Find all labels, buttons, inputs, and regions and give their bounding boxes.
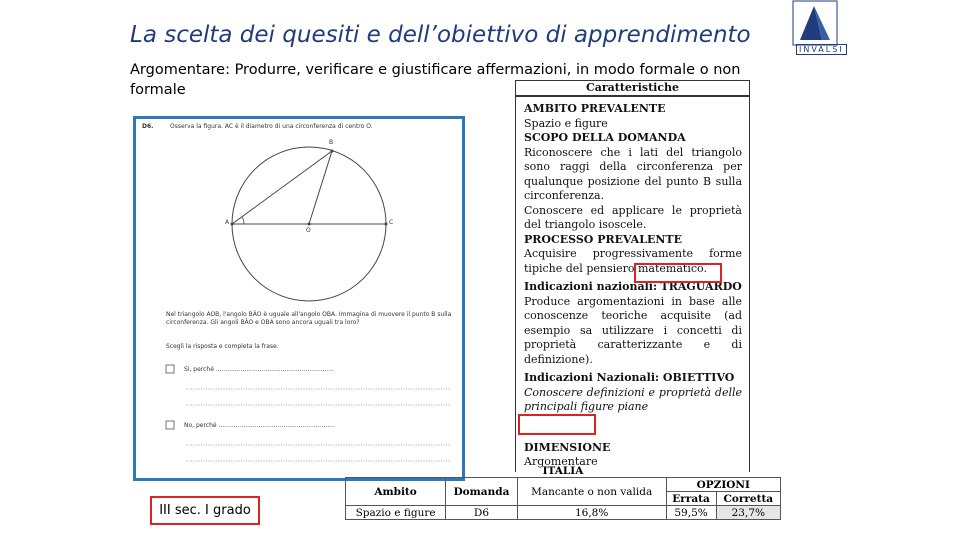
processo-text: Acquisire progressivamente forme tipiche del pensiero matematico. <box>524 247 742 275</box>
processo-heading: PROCESSO PREVALENTE <box>524 232 682 246</box>
scopo-text-1: Riconoscere che i lati del triangolo sono raggi della circonferenza per qualunque posizione del punto B sulla circonferenza. <box>524 145 742 202</box>
cell-errata: 59,5% <box>666 506 716 520</box>
results-caption: ITALIA <box>346 464 781 478</box>
question-body: Nel triangolo AOB, l'angolo BÂO è uguale all'angolo OBA. Immagina di muovere il punto B sulla circonferenza. Gli angoli BÂO e OBA sono ancora uguali tra loro? <box>166 311 452 326</box>
option-no: No, perché ............................................................. <box>184 422 335 429</box>
point-a-label: A <box>225 219 230 226</box>
question-prompt: Osserva la figura. AC è il diametro di una circonferenza di centro O. <box>170 123 373 130</box>
characteristics-header: Caratteristiche <box>516 80 749 96</box>
logo-text: INVALSI <box>796 44 847 55</box>
scopo-heading: SCOPO DELLA DOMANDA <box>524 131 686 144</box>
traguardo-highlight <box>634 263 722 283</box>
scopo-text-2: Conoscere ed applicare le proprietà del triangolo isoscele. <box>524 203 742 231</box>
grade-label: III sec. I grado <box>150 496 260 525</box>
traguardo-text: Produce argomentazioni in base alle conoscenze teoriche acquisite (ad esempio sa utilizzare i concetti di proprietà caratterizzante e di definizione). <box>524 294 742 366</box>
cell-domanda: D6 <box>446 506 518 520</box>
dimensione-highlight <box>518 414 596 435</box>
dimensione-heading: DIMENSIONE <box>524 440 611 454</box>
option-yes: Sì, perché .............................................................. <box>184 366 335 373</box>
cell-ambito: Spazio e figure <box>346 506 446 520</box>
slide-subtitle: Argomentare: Produrre, verificare e giustificare affermazioni, in modo formale o non formale <box>130 62 741 98</box>
col-mancante: Mancante o non valida <box>517 478 666 506</box>
checkbox-no <box>166 421 174 429</box>
naz2-heading: Indicazioni Nazionali: OBIETTIVO <box>524 371 735 384</box>
col-corretta: Corretta <box>716 492 780 506</box>
col-errata: Errata <box>666 492 716 506</box>
dimensione-value: Argomentare <box>524 455 598 468</box>
point-o-label: O <box>306 227 311 234</box>
question-instruction: Scegli la risposta e completa la frase. <box>166 343 279 350</box>
question-image <box>133 116 465 481</box>
obiettivo-text: Conoscere definizioni e proprietà delle principali figure piane <box>524 385 742 413</box>
results-table <box>345 464 781 526</box>
table-row <box>346 506 781 520</box>
traguardo-label: TRAGUARDO <box>660 280 742 293</box>
point-b-label: B <box>329 139 334 146</box>
naz1-heading: Indicazioni nazionali: <box>524 280 658 293</box>
checkbox-yes <box>166 365 174 373</box>
cell-corretta: 23,7% <box>716 506 780 520</box>
cell-mancante: 16,8% <box>517 506 666 520</box>
ambito-value: Spazio e figure <box>524 116 608 130</box>
question-code: D6. <box>142 123 154 130</box>
ambito-heading: AMBITO PREVALENTE <box>524 102 666 115</box>
slide-title: La scelta dei quesiti e dell’obiettivo di apprendimento <box>130 22 751 48</box>
col-opzioni: OPZIONI <box>666 478 781 492</box>
col-ambito: Ambito <box>346 478 446 506</box>
point-c-label: C <box>389 219 394 226</box>
col-domanda: Domanda <box>446 478 518 506</box>
